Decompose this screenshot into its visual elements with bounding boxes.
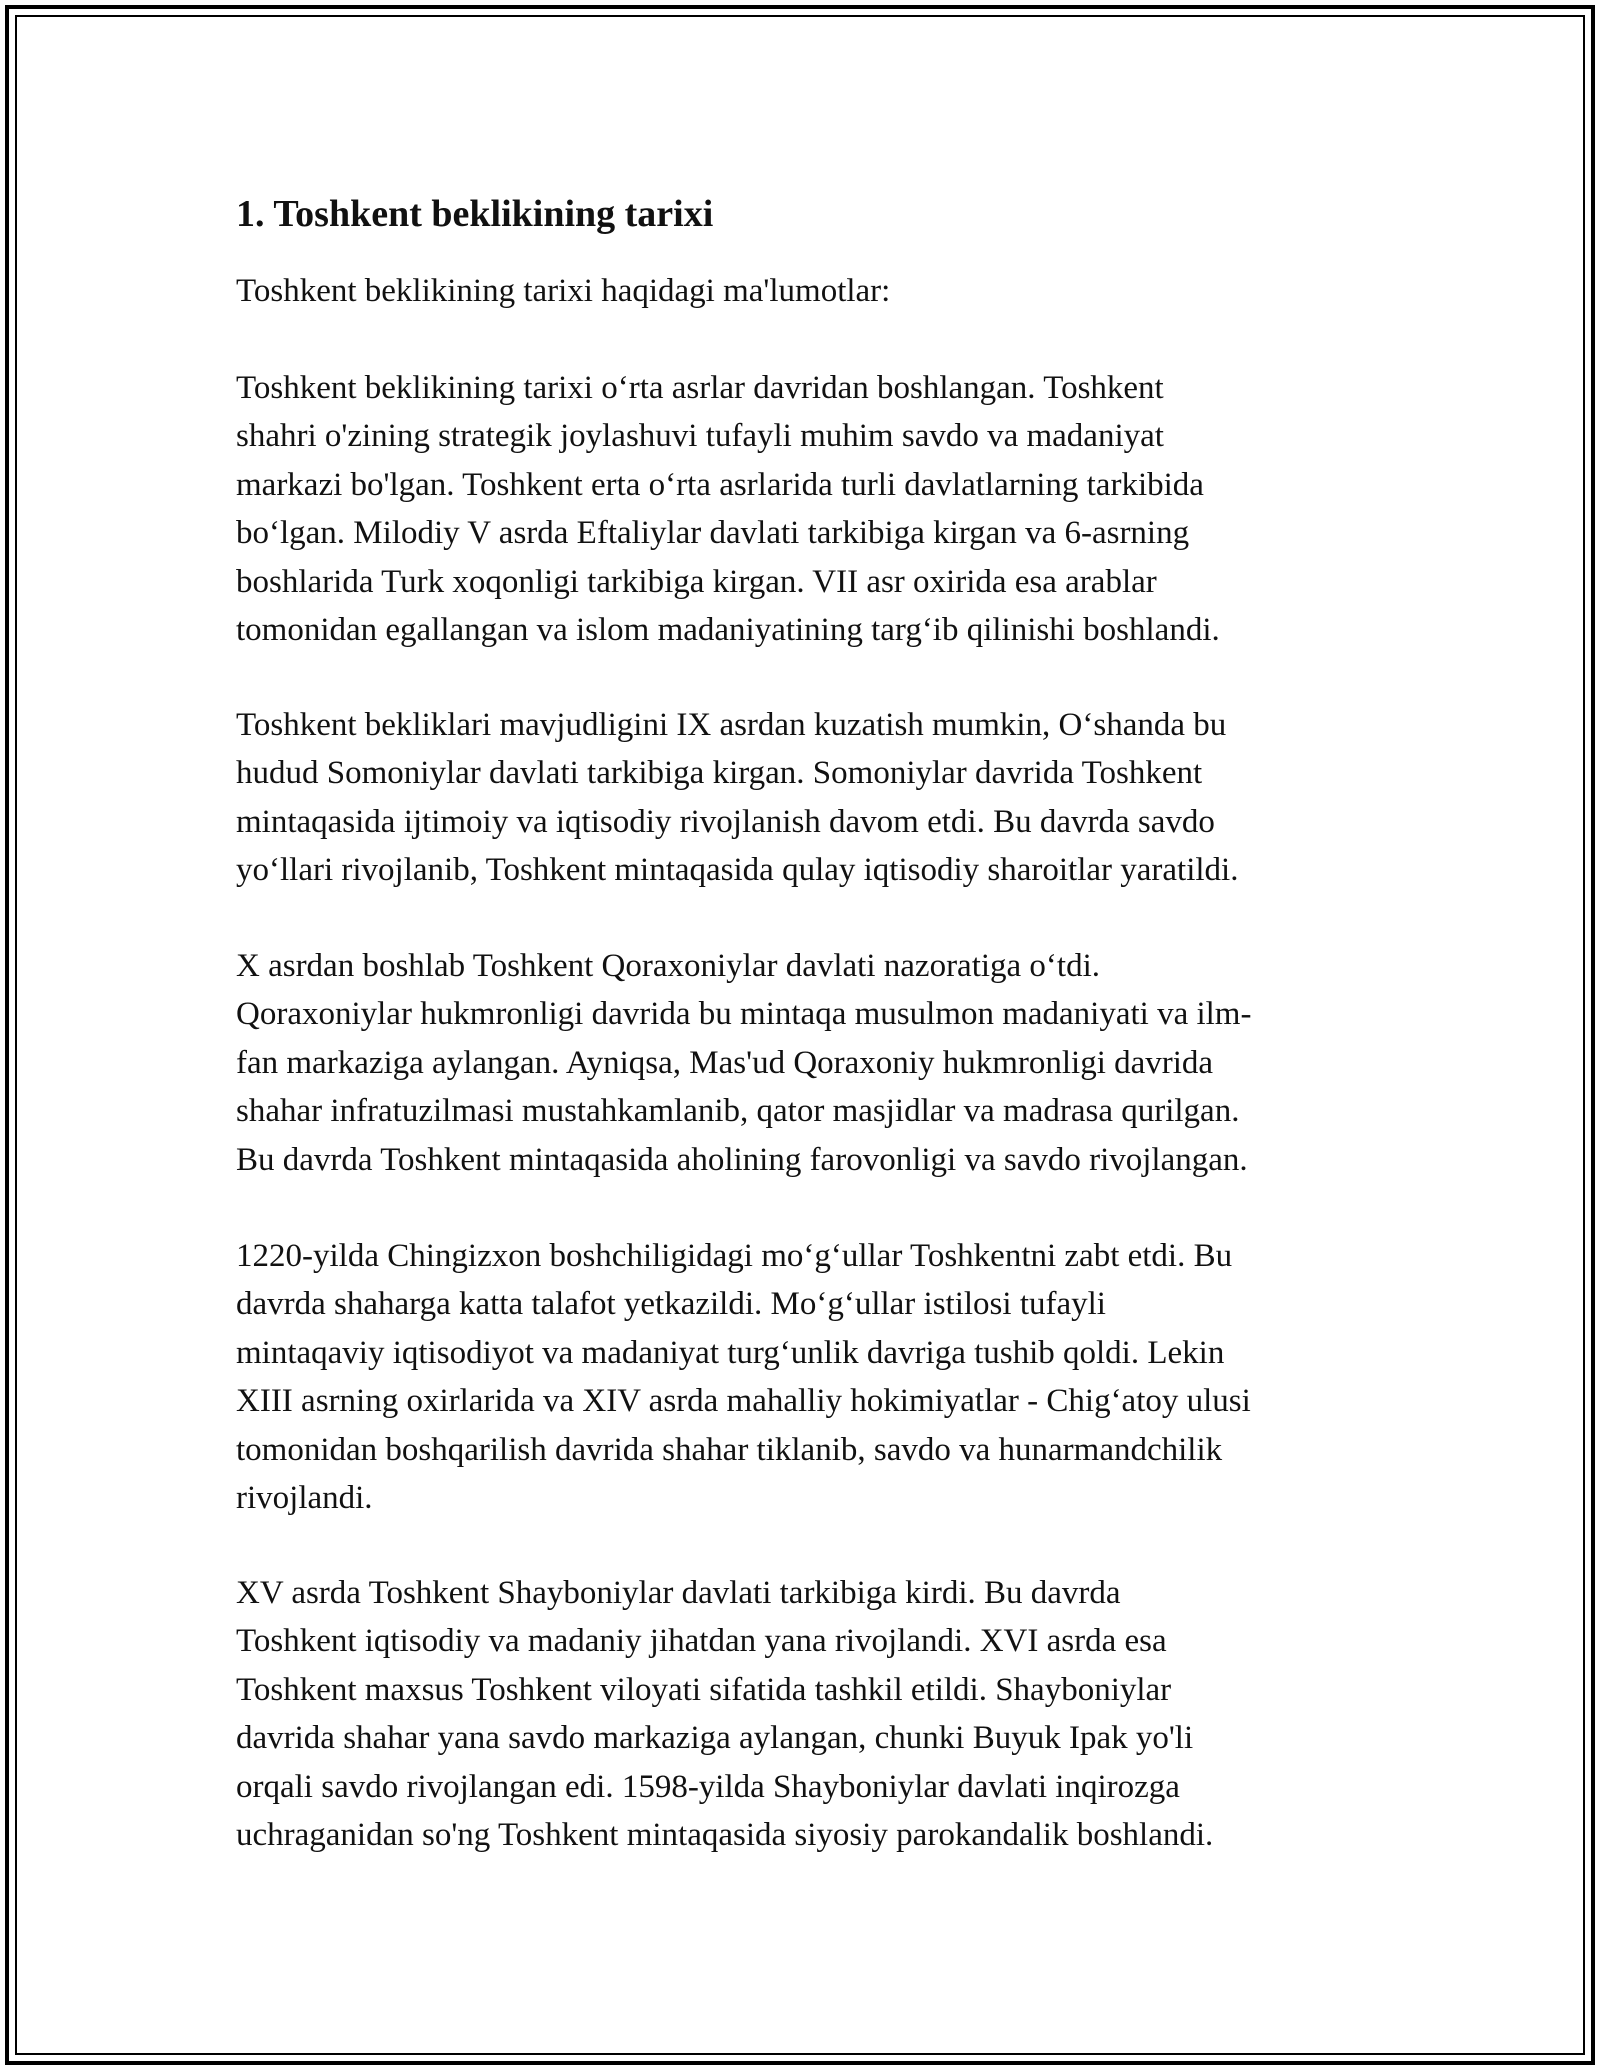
text-line: yo‘llari rivojlanib, Toshkent mintaqasida qulay iqtisodiy sharoitlar yaratildi. <box>236 852 1239 889</box>
text-line: 1220-yilda Chingizxon boshchiligidagi mo‘g‘ullar Toshkentni zabt etdi. Bu <box>236 1238 1233 1274</box>
text-line: Toshkent maxsus Toshkent viloyati sifatida tashkil etildi. Shayboniylar <box>236 1671 1172 1708</box>
text-line: rivojlandi. <box>236 1480 373 1517</box>
text-line: XV asrda Toshkent Shayboniylar davlati tarkibiga kirdi. Bu davrda <box>236 1575 1121 1611</box>
text-line: Qoraxoniylar hukmronligi davrida bu mintaqa musulmon madaniyati va ilm- <box>236 996 1252 1033</box>
text-line: Toshkent beklikining tarixi o‘rta asrlar davridan boshlangan. Toshkent <box>236 370 1164 406</box>
text-line: davrda shaharga katta talafot yetkazildi. Mo‘g‘ullar istilosi tufayli <box>236 1286 1106 1323</box>
intro-line: Toshkent beklikining tarixi haqidagi ma'lumotlar: <box>236 273 891 309</box>
text-line: bo‘lgan. Milodiy V asrda Eftaliylar davlati tarkibiga kirgan va 6-asrning <box>236 515 1190 552</box>
text-line: uchraganidan so'ng Toshkent mintaqasida siyosiy parokandalik boshlandi. <box>236 1817 1214 1854</box>
text-line: shahar infratuzilmasi mustahkamlanib, qator masjidlar va madrasa qurilgan. <box>236 1093 1240 1130</box>
text-line: fan markaziga aylangan. Ayniqsa, Mas'ud Qoraxoniy hukmronligi davrida <box>236 1044 1214 1081</box>
text-line: boshlarida Turk xoqonligi tarkibiga kirgan. VII asr oxirida esa arablar <box>236 563 1157 600</box>
text-line: hudud Somoniylar davlati tarkibiga kirgan. Somoniylar davrida Toshkent <box>236 755 1203 792</box>
text-line: mintaqasida ijtimoiy va iqtisodiy rivojlanish davom etdi. Bu davrda savdo <box>236 803 1215 840</box>
text-line: mintaqaviy iqtisodiyot va madaniyat turg‘unlik davriga tushib qoldi. Lekin <box>236 1334 1225 1371</box>
text-line: tomonidan boshqarilish davrida shahar tiklanib, savdo va hunarmandchilik <box>236 1431 1223 1468</box>
text-line: Bu davrda Toshkent mintaqasida aholining farovonligi va savdo rivojlangan. <box>236 1141 1248 1178</box>
text-line: Toshkent iqtisodiy va madaniy jihatdan yana rivojlandi. XVI asrda esa <box>236 1623 1167 1660</box>
text-line: Toshkent bekliklari mavjudligini IX asrdan kuzatish mumkin, O‘shanda bu <box>236 707 1227 743</box>
text-line: davrida shahar yana savdo markaziga aylangan, chunki Buyuk Ipak yo'li <box>236 1720 1194 1757</box>
paragraph-shaybanid-period <box>236 1569 1386 1859</box>
text-line: tomonidan egallangan va islom madaniyatining targ‘ib qilinishi boshlandi. <box>236 612 1220 649</box>
paragraph-samanid-period <box>236 701 1386 895</box>
text-line: XIII asrning oxirlarida va XIV asrda mahalliy hokimiyatlar - Chig‘atoy ulusi <box>236 1383 1251 1420</box>
text-line: orqali savdo rivojlangan edi. 1598-yilda Shayboniylar davlati inqirozga <box>236 1768 1180 1805</box>
paragraph-karakhanid-period <box>236 942 1386 1184</box>
paragraph-early-history <box>236 364 1386 654</box>
text-line: shahri o'zining strategik joylashuvi tufayli muhim savdo va madaniyat <box>236 418 1164 455</box>
paragraph-mongol-period <box>236 1232 1386 1522</box>
text-line: X asrdan boshlab Toshkent Qoraxoniylar davlati nazoratiga o‘tdi. <box>236 948 1101 984</box>
section-heading: 1. Toshkent beklikining tarixi <box>236 193 714 235</box>
text-line: markazi bo'lgan. Toshkent erta o‘rta asrlarida turli davlatlarning tarkibida <box>236 466 1204 503</box>
